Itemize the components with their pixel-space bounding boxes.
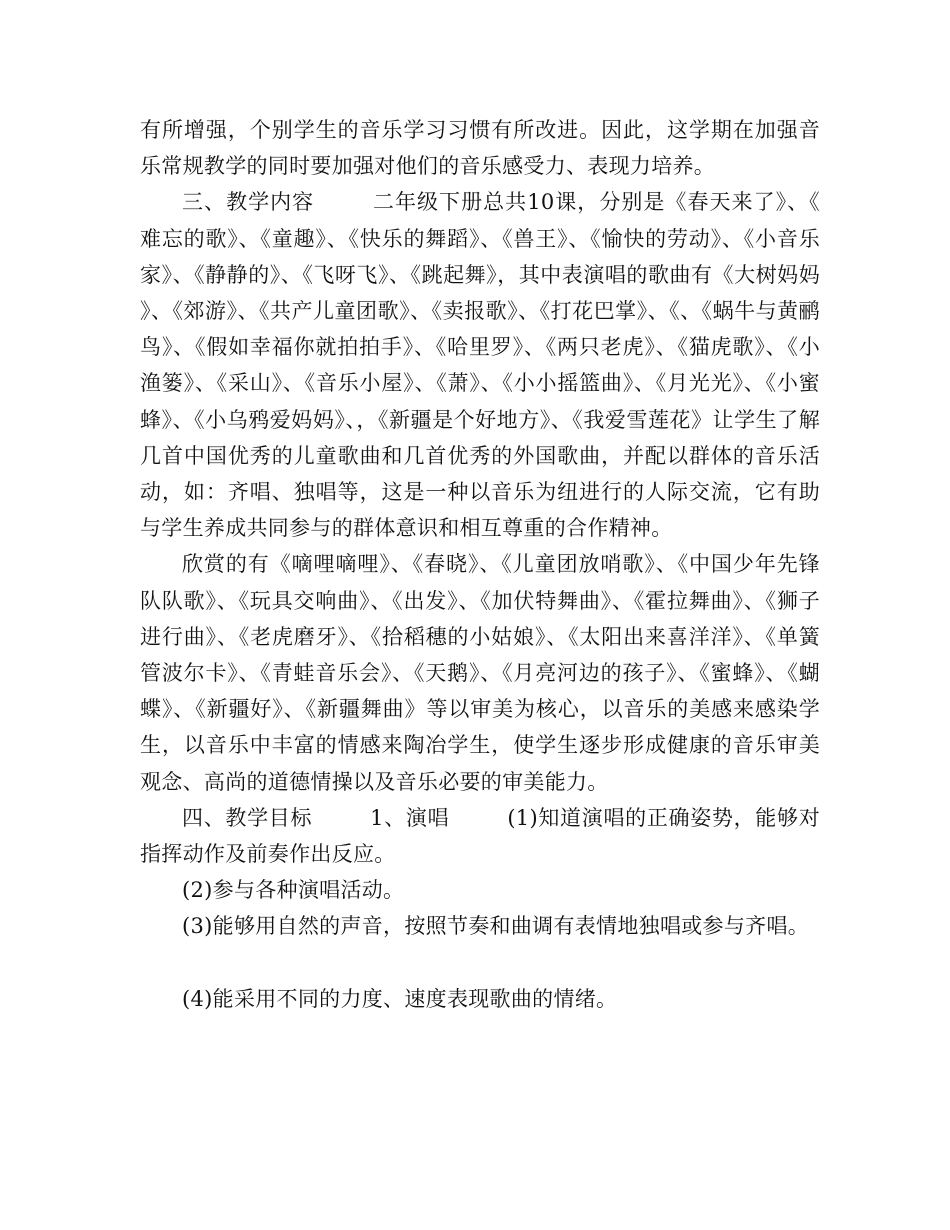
subsection-heading-singing: 1、演唱 <box>370 805 450 830</box>
paragraph-teaching-content <box>140 184 820 546</box>
goal-item-2 <box>140 872 820 908</box>
section-heading-teaching-goals: 四、教学目标 <box>182 805 313 830</box>
paragraph-text: 欣赏的有《嘀哩嘀哩》、《春晓》、《儿童团放哨歌》、《中国少年先锋队队歌》、《玩具交响曲》、《出发》、《加伏特舞曲》、《霍拉舞曲》、《狮子进行曲》、《老虎磨牙》、《拾稻穗的小姑娘》、《太阳出来喜洋洋》、《单簧管波尔卡》、《青蛙音乐会》、《天鹅》、《月亮河边的孩子》、《蜜蜂》、《蝴蝶》、《新疆好》、《新疆舞曲》等以审美为核心，以音乐的美感来感染学生，以音乐中丰富的情感来陶冶学生，使学生逐步形成健康的音乐审美观念、高尚的道德情操以及音乐必要的审美能力。 <box>140 552 820 794</box>
paragraph-text: (2)参与各种演唱活动。 <box>182 878 405 903</box>
paragraph-intro-continuation <box>140 112 820 184</box>
paragraph-text: (4)能采用不同的力度、速度表现歌曲的情绪。 <box>182 986 618 1011</box>
goal-item-4 <box>140 981 820 1017</box>
paragraph-text: 有所增强，个别学生的音乐学习习惯有所改进。因此，这学期在加强音乐常规教学的同时要加强对他们的音乐感受力、表现力培养。 <box>140 118 820 179</box>
paragraph-teaching-goals <box>140 800 820 872</box>
paragraph-text: (1)知道演唱的正确姿势，能够对指挥动作及前奏作出反应。 <box>140 805 820 867</box>
goal-item-3 <box>140 908 820 944</box>
paragraph-text: (3)能够用自然的声音，按照节奏和曲调有表情地独唱或参与齐唱。 <box>182 914 810 939</box>
paragraph-appreciation <box>140 546 820 799</box>
section-heading-teaching-content: 三、教学内容 <box>182 190 315 215</box>
document-page <box>140 112 820 1017</box>
paragraph-text: 二年级下册总共10课，分别是《春天来了》、《难忘的歌》、《童趣》、《快乐的舞蹈》、《兽王》、《愉快的劳动》、《小音乐家》、《静静的》、《飞呀飞》、《跳起舞》，其中表演唱的歌曲有《大树妈妈》、《郊游》、《共产儿童团歌》、《卖报歌》、《打花巴掌》、《、《蜗牛与黄鹂鸟》、《假如幸福你就拍拍手》、《哈里罗》、《两只老虎》、《猫虎歌》、《小渔篓》、《采山》、《音乐小屋》、《萧》、《小小摇篮曲》、《月光光》、《小蜜蜂》、《小乌鸦爱妈妈》、，《新疆是个好地方》、《我爱雪莲花》让学生了解几首中国优秀的儿童歌曲和几首优秀的外国歌曲，并配以群体的音乐活动，如：齐唱、独唱等，这是一种以音乐为纽进行的人际交流，它有助与学生养成共同参与的群体意识和相互尊重的合作精神。 <box>140 190 820 541</box>
